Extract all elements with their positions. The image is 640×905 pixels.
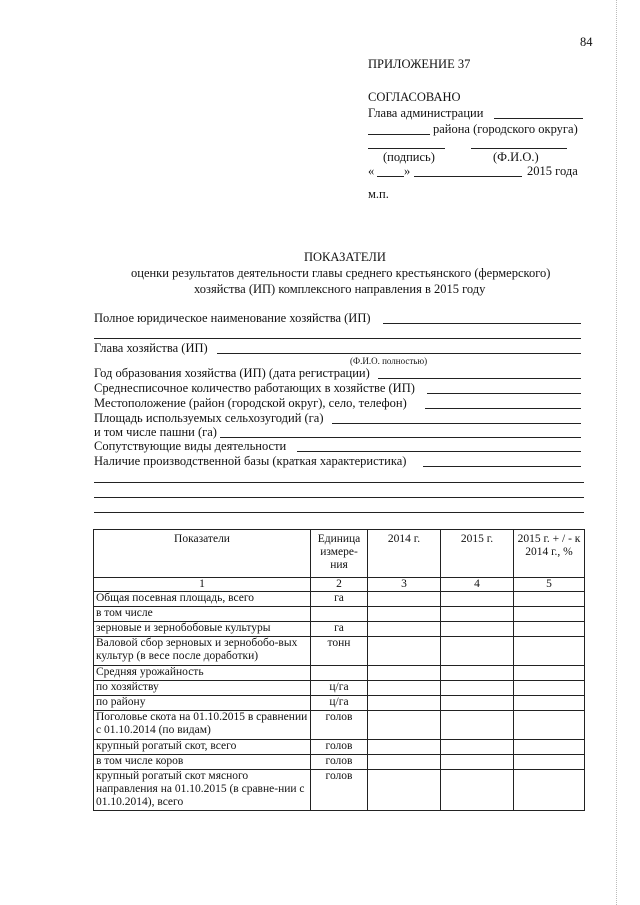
row-label: Средняя урожайность — [94, 666, 311, 681]
scan-edge — [616, 0, 618, 905]
year-formed-blank[interactable] — [378, 378, 581, 379]
cell-2014[interactable] — [368, 755, 441, 770]
cell-2015[interactable] — [441, 740, 514, 755]
row-unit: голов — [311, 740, 368, 755]
row-unit: голов — [311, 755, 368, 770]
year-label: 2015 года — [527, 164, 578, 178]
table-row — [94, 770, 585, 811]
row-label: по району — [94, 696, 311, 711]
approval-title: СОГЛАСОВАНО — [368, 90, 461, 104]
cell-2015[interactable] — [441, 607, 514, 622]
cell-change[interactable] — [514, 666, 585, 681]
fio-blank — [471, 148, 567, 149]
row-label: зерновые и зернобобовые культуры — [94, 622, 311, 637]
cell-2015[interactable] — [441, 666, 514, 681]
cell-2014[interactable] — [368, 740, 441, 755]
full-name-blank-2[interactable] — [94, 338, 581, 339]
farmland-blank[interactable] — [332, 423, 581, 424]
production-base-blank-2[interactable] — [94, 482, 584, 483]
row-label: в том числе — [94, 607, 311, 622]
cell-2014[interactable] — [368, 637, 441, 666]
row-label: по хозяйству — [94, 681, 311, 696]
cell-2014[interactable] — [368, 681, 441, 696]
row-unit: голов — [311, 770, 368, 811]
cell-2014[interactable] — [368, 696, 441, 711]
arable-label: и том числе пашни (га) — [94, 425, 217, 439]
cell-2014[interactable] — [368, 607, 441, 622]
avg-workers-label: Среднесписочное количество работающих в хозяйстве (ИП) — [94, 381, 415, 395]
production-base-blank[interactable] — [423, 466, 581, 467]
row-unit: голов — [311, 711, 368, 740]
cell-2015[interactable] — [441, 681, 514, 696]
row-label: Поголовье скота на 01.10.2015 в сравнении с 01.10.2014 (по видам) — [94, 711, 311, 740]
table-row — [94, 592, 585, 607]
cell-change[interactable] — [514, 770, 585, 811]
col-number: 3 — [368, 578, 441, 592]
table-header-row — [94, 530, 585, 578]
table-row — [94, 607, 585, 622]
table-row — [94, 696, 585, 711]
cell-2014[interactable] — [368, 622, 441, 637]
cell-change[interactable] — [514, 607, 585, 622]
table-row — [94, 711, 585, 740]
signature-caption: (подпись) — [383, 150, 435, 164]
indicators-table — [93, 529, 585, 811]
page-number: 84 — [580, 35, 593, 49]
cell-2015[interactable] — [441, 637, 514, 666]
cell-2015[interactable] — [441, 696, 514, 711]
fio-full-caption: (Ф.И.О. полностью) — [350, 356, 428, 366]
col-number: 4 — [441, 578, 514, 592]
district-label: района (городского округа) — [433, 122, 578, 136]
table-row — [94, 740, 585, 755]
col-number: 1 — [94, 578, 311, 592]
document-title: ПОКАЗАТЕЛИ — [304, 250, 386, 264]
stamp-label: м.п. — [368, 187, 389, 201]
cell-2014[interactable] — [368, 770, 441, 811]
row-unit: га — [311, 622, 368, 637]
related-activities-label: Сопутствующие виды деятельности — [94, 439, 287, 453]
avg-workers-blank[interactable] — [427, 393, 581, 394]
row-unit: ц/га — [311, 696, 368, 711]
cell-change[interactable] — [514, 711, 585, 740]
production-base-blank-4[interactable] — [94, 512, 584, 513]
head-label: Глава хозяйства (ИП) — [94, 341, 208, 355]
cell-change[interactable] — [514, 740, 585, 755]
cell-2015[interactable] — [441, 622, 514, 637]
row-unit — [311, 607, 368, 622]
cell-2015[interactable] — [441, 755, 514, 770]
table-row — [94, 755, 585, 770]
col-number: 5 — [514, 578, 585, 592]
district-blank — [368, 134, 430, 135]
production-base-blank-3[interactable] — [94, 497, 584, 498]
production-base-label: Наличие производственной базы (краткая характеристика) — [94, 454, 407, 468]
table-row — [94, 622, 585, 637]
full-name-label: Полное юридическое наименование хозяйства (ИП) — [94, 311, 371, 325]
cell-2014[interactable] — [368, 666, 441, 681]
cell-2015[interactable] — [441, 592, 514, 607]
cell-change[interactable] — [514, 755, 585, 770]
table-row — [94, 637, 585, 666]
related-activities-blank[interactable] — [297, 451, 581, 452]
document-subtitle-line1: оценки результатов деятельности главы среднего крестьянского (фермерского) — [131, 266, 551, 280]
month-blank — [414, 176, 522, 177]
date-quote-close: » — [404, 164, 411, 178]
location-label: Местоположение (район (городской округ), село, телефон) — [94, 396, 407, 410]
table-row — [94, 681, 585, 696]
row-unit: ц/га — [311, 681, 368, 696]
cell-2014[interactable] — [368, 711, 441, 740]
appendix-label: ПРИЛОЖЕНИЕ 37 — [368, 57, 471, 71]
row-label: в том числе коров — [94, 755, 311, 770]
row-label: Валовой сбор зерновых и зернобобо-вых культур (в весе после доработки) — [94, 637, 311, 666]
header-2015: 2015 г. — [441, 530, 514, 578]
table-row — [94, 666, 585, 681]
row-unit — [311, 666, 368, 681]
cell-change[interactable] — [514, 592, 585, 607]
cell-2015[interactable] — [441, 711, 514, 740]
cell-2015[interactable] — [441, 770, 514, 811]
header-indicator: Показатели — [94, 530, 311, 578]
head-of-admin-blank — [494, 118, 583, 119]
row-unit: га — [311, 592, 368, 607]
head-of-admin-label: Глава администрации — [368, 106, 484, 120]
date-quote-open: « — [368, 164, 375, 178]
row-unit: тонн — [311, 637, 368, 666]
farmland-label: Площадь используемых сельхозугодий (га) — [94, 411, 324, 425]
row-label: крупный рогатый скот мясного направления на 01.10.2015 (в сравне-нии с 01.10.2014), всего — [94, 770, 311, 811]
column-number-row — [94, 578, 585, 592]
year-formed-label: Год образования хозяйства (ИП) (дата регистрации) — [94, 366, 370, 380]
fio-caption: (Ф.И.О.) — [493, 150, 539, 164]
header-unit: Единица измере-ния — [311, 530, 368, 578]
cell-change[interactable] — [514, 637, 585, 666]
document-subtitle-line2: хозяйства (ИП) комплексного направления в 2015 году — [194, 282, 486, 296]
cell-change[interactable] — [514, 622, 585, 637]
header-change: 2015 г. + / - к 2014 г., % — [514, 530, 585, 578]
full-name-blank[interactable] — [383, 323, 581, 324]
col-number: 2 — [311, 578, 368, 592]
arable-blank[interactable] — [220, 437, 581, 438]
signature-blank — [368, 148, 445, 149]
header-2014: 2014 г. — [368, 530, 441, 578]
row-label: крупный рогатый скот, всего — [94, 740, 311, 755]
cell-2014[interactable] — [368, 592, 441, 607]
cell-change[interactable] — [514, 696, 585, 711]
row-label: Общая посевная площадь, всего — [94, 592, 311, 607]
cell-change[interactable] — [514, 681, 585, 696]
location-blank[interactable] — [425, 408, 581, 409]
day-blank — [377, 176, 404, 177]
